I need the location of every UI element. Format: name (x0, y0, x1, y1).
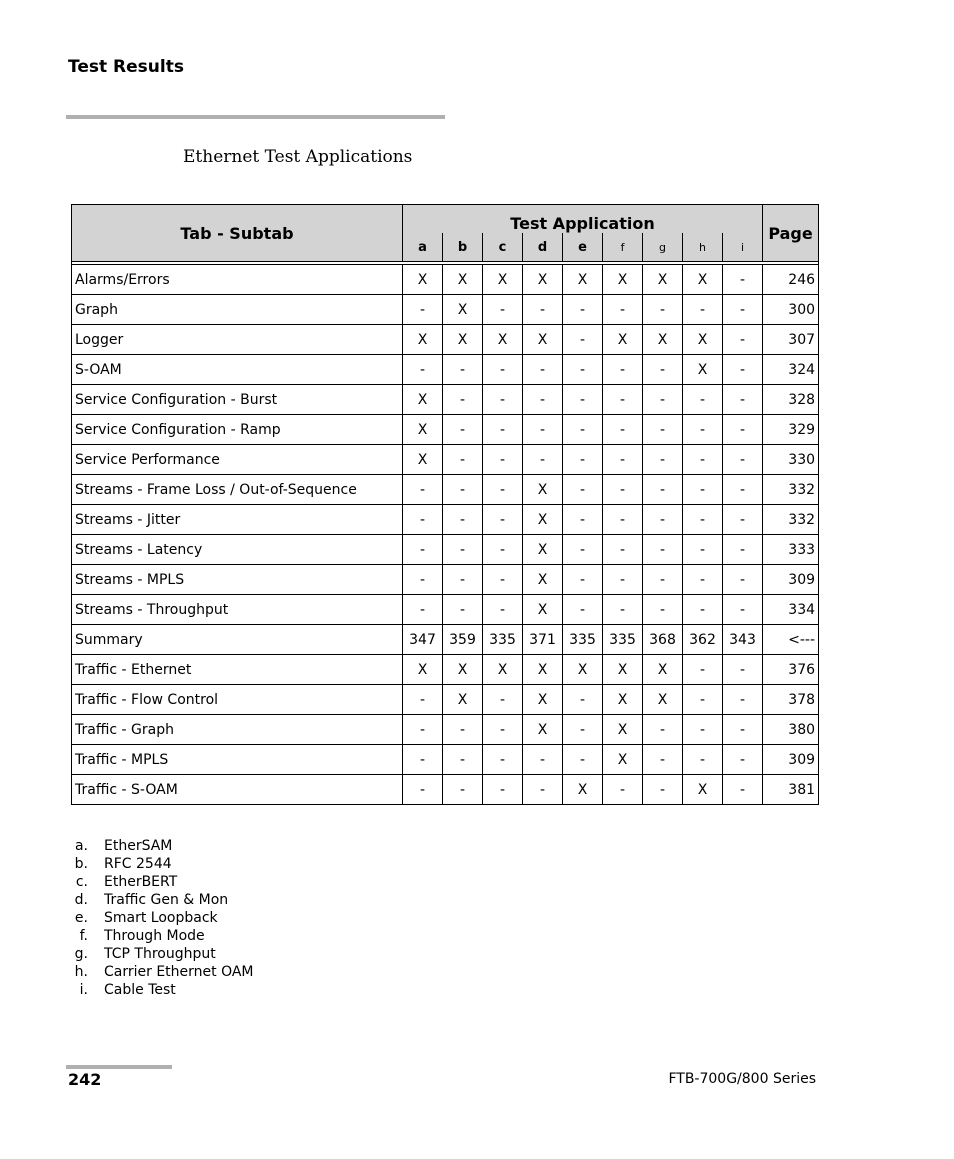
footnote-letter: e. (74, 910, 88, 926)
footnote-letter: i. (79, 982, 88, 998)
row-app-cell: - (643, 415, 683, 445)
row-app-cell: - (723, 265, 763, 295)
footnote-letter: c. (75, 874, 88, 890)
row-tab-name: S-OAM (72, 355, 403, 385)
row-page: 381 (763, 775, 819, 805)
row-page: 376 (763, 655, 819, 685)
row-app-cell: - (403, 685, 443, 715)
row-app-cell: - (723, 325, 763, 355)
row-app-cell: - (403, 775, 443, 805)
table-caption: Ethernet Test Applications (183, 147, 413, 167)
row-app-cell: X (683, 355, 723, 385)
row-app-cell: - (643, 475, 683, 505)
table-row (72, 265, 819, 295)
app-letter-header: i (723, 233, 763, 262)
row-app-cell: - (683, 295, 723, 325)
row-app-cell: 335 (563, 625, 603, 655)
row-app-cell: 343 (723, 625, 763, 655)
row-app-cell: - (683, 655, 723, 685)
table-row (72, 325, 819, 355)
row-app-cell: X (443, 295, 483, 325)
row-app-cell: - (403, 505, 443, 535)
row-page: 332 (763, 475, 819, 505)
footnote-text: Through Mode (104, 928, 205, 944)
row-app-cell: - (483, 685, 523, 715)
footnote-letter: h. (74, 964, 88, 980)
table-body (72, 265, 819, 805)
row-app-cell: X (643, 655, 683, 685)
row-page: 246 (763, 265, 819, 295)
table-row (72, 385, 819, 415)
row-app-cell: - (723, 385, 763, 415)
row-app-cell: - (483, 445, 523, 475)
row-app-cell: - (723, 295, 763, 325)
row-app-cell: - (723, 715, 763, 745)
row-app-cell: - (683, 595, 723, 625)
row-app-cell: - (483, 715, 523, 745)
row-page: 307 (763, 325, 819, 355)
row-app-cell: - (523, 415, 563, 445)
row-tab-name: Traffic - Graph (72, 715, 403, 745)
row-app-cell: - (403, 745, 443, 775)
row-app-cell: X (443, 685, 483, 715)
row-page: 378 (763, 685, 819, 715)
row-app-cell: - (683, 475, 723, 505)
row-app-cell: X (523, 475, 563, 505)
row-app-cell: - (523, 385, 563, 415)
footnote-item (70, 927, 254, 945)
row-app-cell: - (603, 355, 643, 385)
table-row (72, 535, 819, 565)
row-app-cell: X (443, 265, 483, 295)
app-letter-header: g (643, 233, 683, 262)
row-app-cell: - (483, 355, 523, 385)
row-app-cell: - (643, 715, 683, 745)
footnote-text: Cable Test (104, 982, 176, 998)
row-app-cell: - (563, 295, 603, 325)
row-tab-name: Streams - Jitter (72, 505, 403, 535)
footnote-text: Smart Loopback (104, 910, 218, 926)
row-app-cell: X (563, 265, 603, 295)
row-app-cell: - (723, 505, 763, 535)
row-tab-name: Streams - Latency (72, 535, 403, 565)
row-app-cell: - (483, 295, 523, 325)
row-page: 309 (763, 565, 819, 595)
footnote-item (70, 963, 254, 981)
row-app-cell: - (683, 445, 723, 475)
row-app-cell: - (723, 565, 763, 595)
row-app-cell: - (443, 385, 483, 415)
row-app-cell: X (403, 325, 443, 355)
row-app-cell: 359 (443, 625, 483, 655)
test-applications-table (71, 204, 819, 805)
col-header-test-application: Test Application (403, 205, 763, 234)
row-app-cell: - (443, 535, 483, 565)
row-app-cell: X (683, 265, 723, 295)
footnote-item (70, 855, 254, 873)
footnote-text: Carrier Ethernet OAM (104, 964, 254, 980)
table-row (72, 715, 819, 745)
row-page: 300 (763, 295, 819, 325)
row-page: 328 (763, 385, 819, 415)
row-app-cell: - (603, 445, 643, 475)
table-row (72, 775, 819, 805)
row-app-cell: - (443, 745, 483, 775)
row-app-cell: X (563, 775, 603, 805)
row-app-cell: X (523, 595, 563, 625)
row-app-cell: X (603, 715, 643, 745)
row-app-cell: X (523, 715, 563, 745)
row-app-cell: - (723, 475, 763, 505)
row-app-cell: X (483, 325, 523, 355)
row-app-cell: - (723, 445, 763, 475)
row-app-cell: - (483, 565, 523, 595)
row-app-cell: X (603, 325, 643, 355)
row-app-cell: X (403, 415, 443, 445)
row-app-cell: - (643, 295, 683, 325)
footnote-item (70, 873, 254, 891)
row-app-cell: - (563, 715, 603, 745)
footnote-text: EtherBERT (104, 874, 178, 890)
row-app-cell: - (643, 505, 683, 535)
row-page: 333 (763, 535, 819, 565)
row-app-cell: - (643, 385, 683, 415)
row-page: <--- (763, 625, 819, 655)
col-header-page: Page (763, 205, 819, 262)
row-app-cell: - (443, 355, 483, 385)
row-app-cell: X (643, 685, 683, 715)
row-app-cell: X (403, 445, 443, 475)
page-number: 242 (68, 1070, 102, 1089)
table-row (72, 475, 819, 505)
table-row (72, 445, 819, 475)
row-app-cell: - (603, 295, 643, 325)
table-row (72, 355, 819, 385)
row-app-cell: X (683, 775, 723, 805)
top-divider (66, 115, 445, 119)
row-app-cell: - (563, 595, 603, 625)
footnote-list (70, 837, 254, 999)
row-app-cell: - (443, 595, 483, 625)
row-app-cell: - (683, 685, 723, 715)
row-app-cell: X (563, 655, 603, 685)
table-row (72, 505, 819, 535)
row-app-cell: - (603, 535, 643, 565)
row-app-cell: - (683, 415, 723, 445)
row-app-cell: X (523, 685, 563, 715)
row-app-cell: - (643, 355, 683, 385)
table-row (72, 625, 819, 655)
row-app-cell: - (723, 535, 763, 565)
row-app-cell: 335 (603, 625, 643, 655)
row-app-cell: X (603, 745, 643, 775)
row-app-cell: - (643, 565, 683, 595)
row-app-cell: - (483, 775, 523, 805)
row-app-cell: X (483, 265, 523, 295)
row-app-cell: - (723, 775, 763, 805)
row-app-cell: - (523, 445, 563, 475)
row-app-cell: - (563, 535, 603, 565)
row-app-cell: - (563, 505, 603, 535)
row-app-cell: X (603, 265, 643, 295)
row-app-cell: - (403, 295, 443, 325)
row-tab-name: Graph (72, 295, 403, 325)
row-app-cell: - (723, 415, 763, 445)
row-tab-name: Streams - Throughput (72, 595, 403, 625)
row-app-cell: - (603, 475, 643, 505)
bottom-divider (66, 1065, 172, 1069)
row-app-cell: - (683, 745, 723, 775)
row-app-cell: - (443, 505, 483, 535)
row-app-cell: - (443, 565, 483, 595)
col-header-tab: Tab - Subtab (72, 205, 403, 262)
row-app-cell: X (523, 325, 563, 355)
row-app-cell: - (403, 715, 443, 745)
row-app-cell: - (643, 535, 683, 565)
row-app-cell: - (483, 385, 523, 415)
row-app-cell: X (403, 385, 443, 415)
table-row (72, 415, 819, 445)
row-app-cell: X (603, 655, 643, 685)
row-app-cell: - (563, 745, 603, 775)
row-app-cell: - (443, 415, 483, 445)
row-app-cell: - (683, 565, 723, 595)
row-tab-name: Logger (72, 325, 403, 355)
row-app-cell: - (483, 415, 523, 445)
row-app-cell: - (603, 385, 643, 415)
row-app-cell: - (403, 595, 443, 625)
row-app-cell: X (403, 655, 443, 685)
row-tab-name: Traffic - S-OAM (72, 775, 403, 805)
app-letter-header: f (603, 233, 643, 262)
row-app-cell: X (403, 265, 443, 295)
footnote-letter: d. (74, 892, 88, 908)
row-app-cell: - (563, 355, 603, 385)
row-tab-name: Streams - Frame Loss / Out-of-Sequence (72, 475, 403, 505)
row-app-cell: - (403, 565, 443, 595)
row-app-cell: - (643, 775, 683, 805)
row-app-cell: - (523, 355, 563, 385)
row-app-cell: - (483, 535, 523, 565)
app-letter-header: a (403, 233, 443, 262)
row-app-cell: - (563, 445, 603, 475)
row-app-cell: - (443, 715, 483, 745)
row-app-cell: X (683, 325, 723, 355)
row-app-cell: - (523, 295, 563, 325)
row-app-cell: - (643, 595, 683, 625)
row-app-cell: - (563, 685, 603, 715)
row-page: 324 (763, 355, 819, 385)
row-app-cell: - (403, 355, 443, 385)
footnote-letter: g. (74, 946, 88, 962)
row-app-cell: X (443, 655, 483, 685)
row-app-cell: - (603, 595, 643, 625)
row-app-cell: X (523, 655, 563, 685)
row-app-cell: - (603, 775, 643, 805)
row-app-cell: X (523, 265, 563, 295)
row-app-cell: - (483, 475, 523, 505)
row-app-cell: - (523, 775, 563, 805)
product-series: FTB-700G/800 Series (668, 1071, 816, 1087)
row-tab-name: Traffic - Ethernet (72, 655, 403, 685)
row-app-cell: 368 (643, 625, 683, 655)
row-app-cell: X (443, 325, 483, 355)
app-letter-header: d (523, 233, 563, 262)
row-tab-name: Summary (72, 625, 403, 655)
row-tab-name: Service Configuration - Burst (72, 385, 403, 415)
row-app-cell: X (603, 685, 643, 715)
footnote-letter: a. (74, 838, 88, 854)
row-app-cell: X (643, 325, 683, 355)
row-app-cell: - (563, 415, 603, 445)
row-app-cell: 347 (403, 625, 443, 655)
row-page: 380 (763, 715, 819, 745)
footnote-letter: f. (79, 928, 88, 944)
row-app-cell: - (443, 445, 483, 475)
row-app-cell: - (563, 475, 603, 505)
app-letter-header: b (443, 233, 483, 262)
footnote-item (70, 945, 254, 963)
row-app-cell: - (723, 655, 763, 685)
row-app-cell: - (723, 355, 763, 385)
footnote-item (70, 891, 254, 909)
row-app-cell: - (723, 595, 763, 625)
table-row (72, 655, 819, 685)
row-app-cell: 371 (523, 625, 563, 655)
row-app-cell: X (523, 565, 563, 595)
table-row (72, 685, 819, 715)
row-tab-name: Service Configuration - Ramp (72, 415, 403, 445)
row-app-cell: 335 (483, 625, 523, 655)
row-tab-name: Alarms/Errors (72, 265, 403, 295)
row-app-cell: 362 (683, 625, 723, 655)
row-page: 330 (763, 445, 819, 475)
footnote-text: TCP Throughput (104, 946, 216, 962)
row-app-cell: - (603, 415, 643, 445)
footnote-text: RFC 2544 (104, 856, 172, 872)
row-app-cell: - (643, 445, 683, 475)
row-app-cell: - (523, 745, 563, 775)
row-app-cell: X (643, 265, 683, 295)
row-app-cell: - (443, 475, 483, 505)
row-app-cell: X (483, 655, 523, 685)
app-letter-header: e (563, 233, 603, 262)
row-app-cell: - (723, 745, 763, 775)
row-app-cell: - (483, 595, 523, 625)
section-title: Test Results (68, 57, 184, 77)
row-app-cell: - (723, 685, 763, 715)
row-tab-name: Streams - MPLS (72, 565, 403, 595)
app-letter-header: c (483, 233, 523, 262)
row-app-cell: - (603, 505, 643, 535)
row-app-cell: - (483, 745, 523, 775)
table-row (72, 295, 819, 325)
row-app-cell: - (403, 475, 443, 505)
row-tab-name: Traffic - Flow Control (72, 685, 403, 715)
row-page: 332 (763, 505, 819, 535)
footnote-letter: b. (74, 856, 88, 872)
row-app-cell: - (683, 505, 723, 535)
row-app-cell: X (523, 535, 563, 565)
table-row (72, 565, 819, 595)
footnote-text: Traffic Gen & Mon (104, 892, 229, 908)
footnote-item (70, 909, 254, 927)
row-page: 309 (763, 745, 819, 775)
row-app-cell: - (483, 505, 523, 535)
row-app-cell: - (563, 565, 603, 595)
row-app-cell: - (643, 745, 683, 775)
table-row (72, 595, 819, 625)
row-tab-name: Traffic - MPLS (72, 745, 403, 775)
row-app-cell: - (563, 325, 603, 355)
row-app-cell: - (403, 535, 443, 565)
app-letter-header: h (683, 233, 723, 262)
row-app-cell: - (683, 535, 723, 565)
row-page: 334 (763, 595, 819, 625)
row-tab-name: Service Performance (72, 445, 403, 475)
row-app-cell: - (603, 565, 643, 595)
row-app-cell: X (523, 505, 563, 535)
footnote-item (70, 837, 254, 855)
footnote-text: EtherSAM (104, 838, 173, 854)
footnote-item (70, 981, 254, 999)
table-row (72, 745, 819, 775)
row-page: 329 (763, 415, 819, 445)
row-app-cell: - (443, 775, 483, 805)
row-app-cell: - (683, 385, 723, 415)
row-app-cell: - (683, 715, 723, 745)
row-app-cell: - (563, 385, 603, 415)
